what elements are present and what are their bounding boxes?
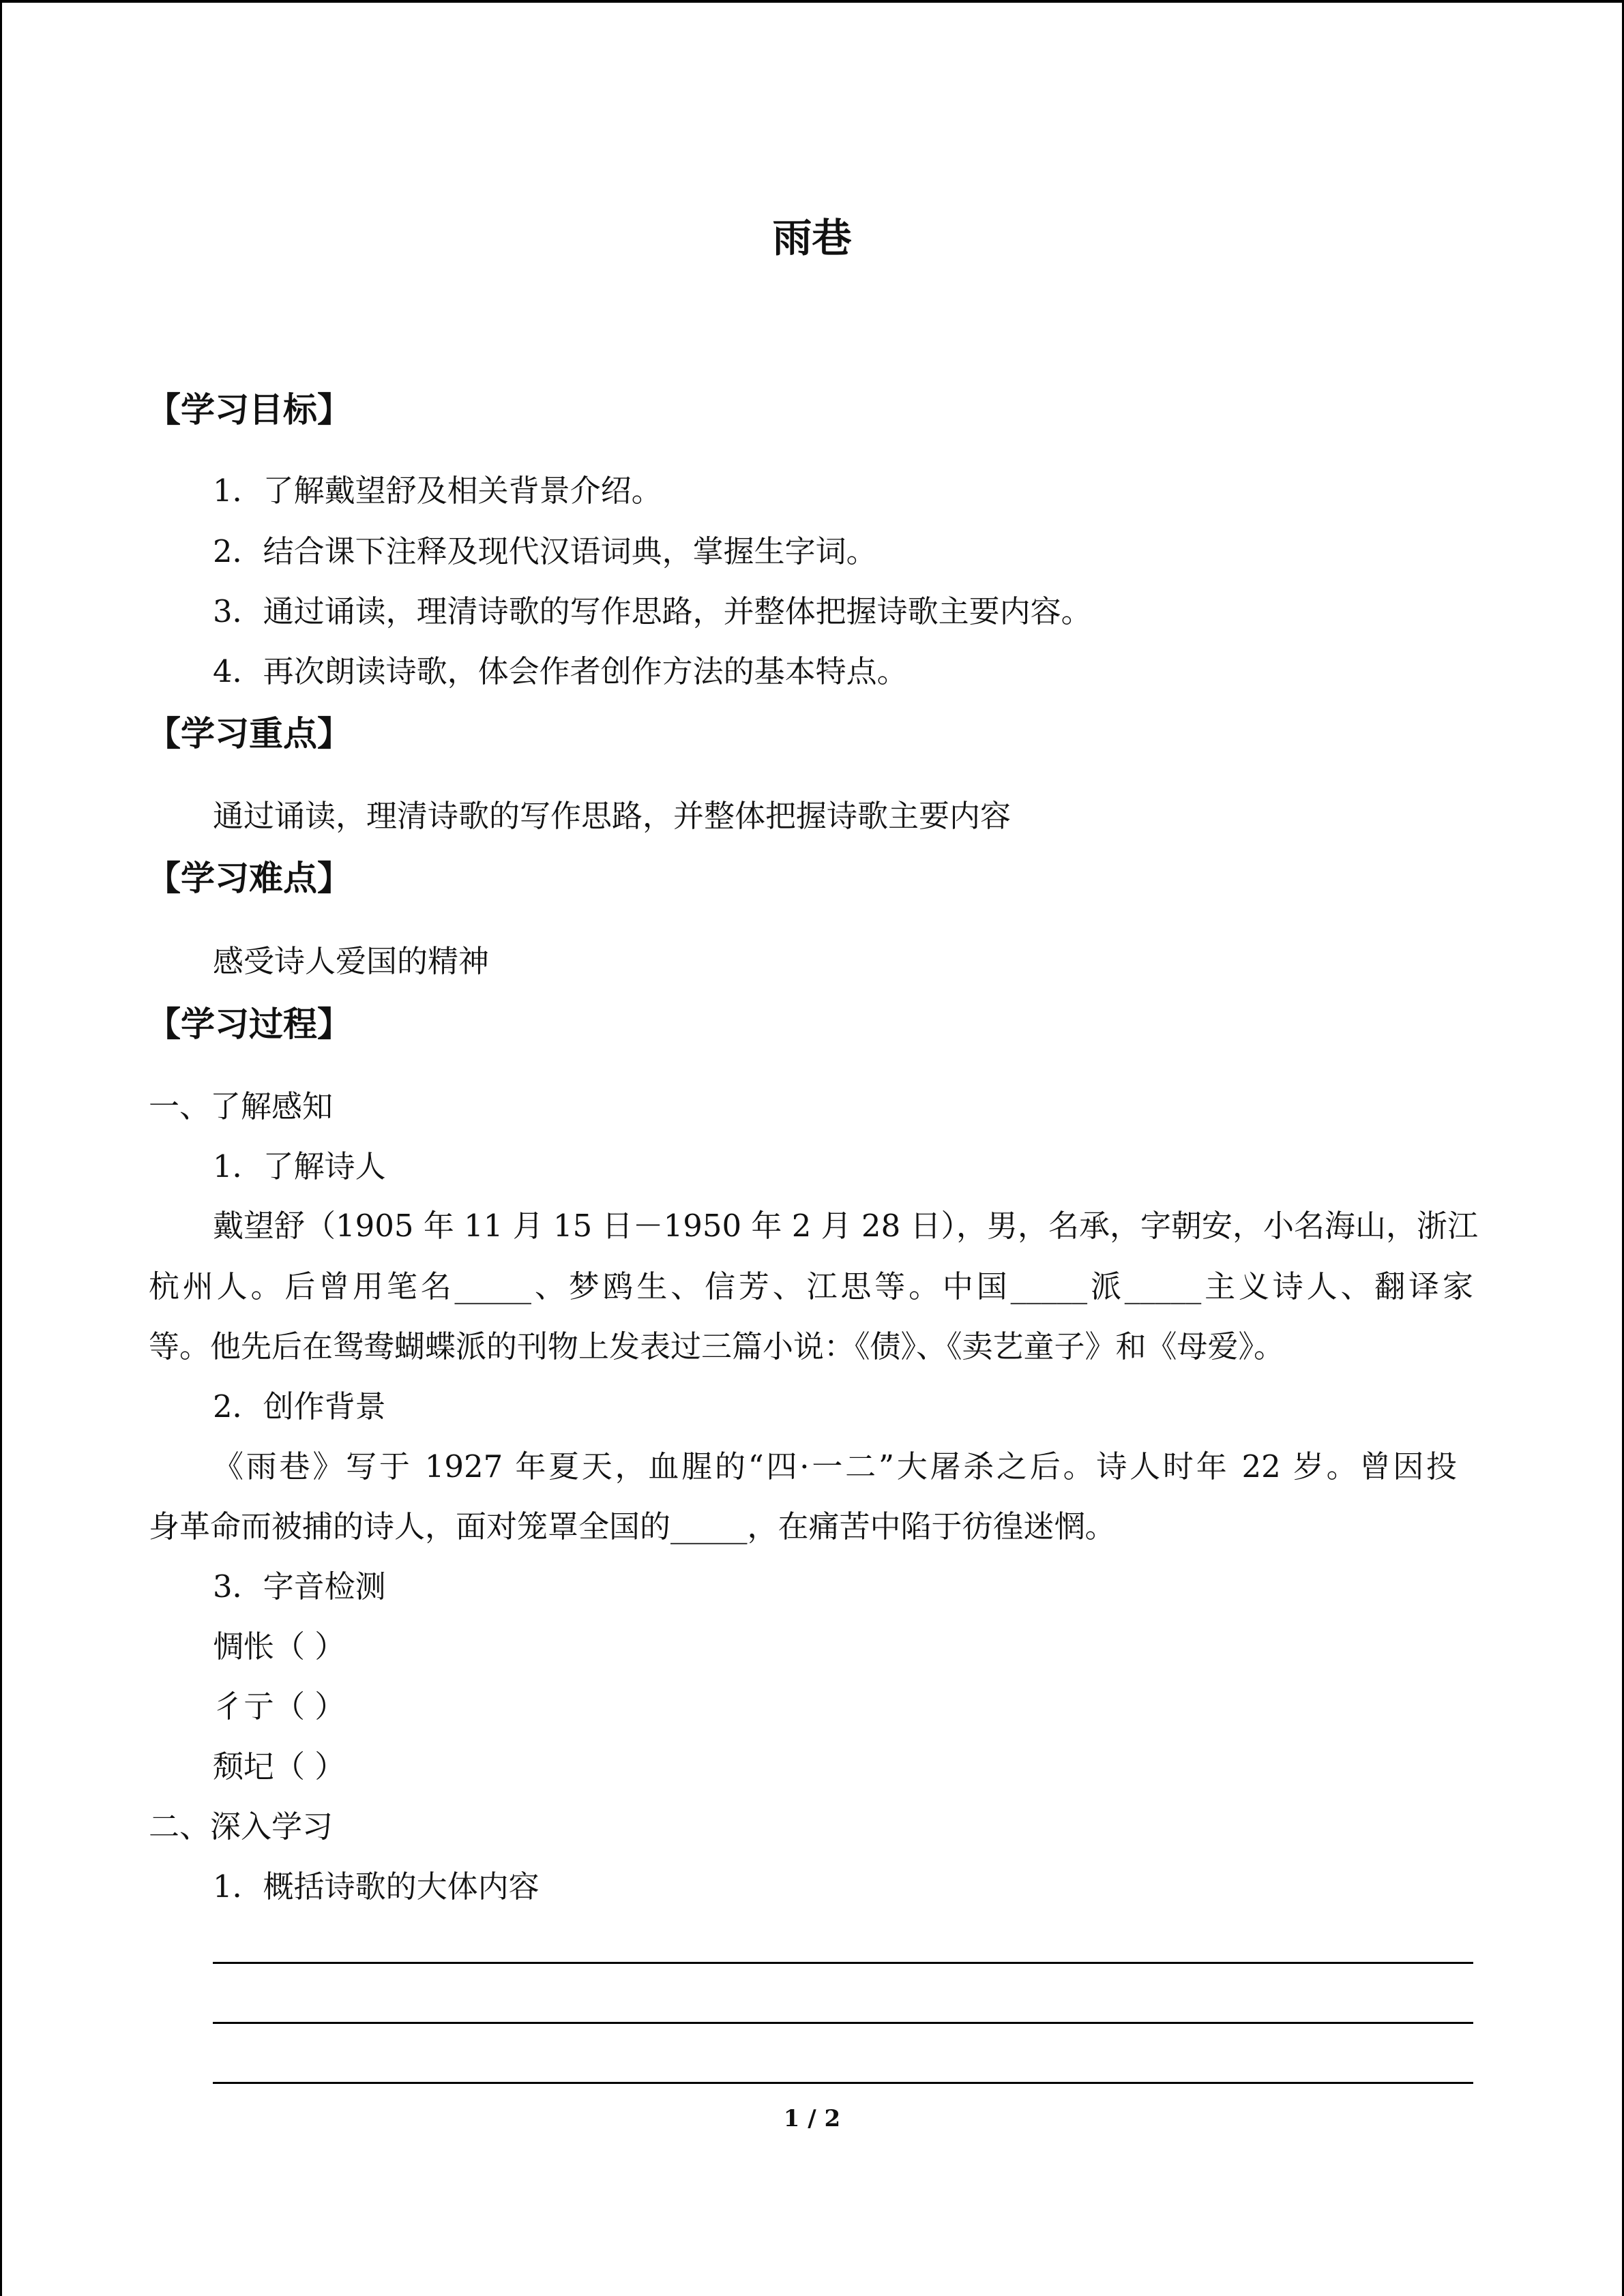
answer-line-3[interactable] xyxy=(213,2082,1473,2084)
heading-process: 【学习过程】 xyxy=(147,1004,351,1044)
pronunciation-item-1: 惆怅（ ） xyxy=(213,1628,346,1665)
poet-intro-line-1: 戴望舒（1905 年 11 月 15 日－1950 年 2 月 28 日），男，名承，字朝安，小名海山，浙江 xyxy=(213,1208,1478,1244)
part2-sub1-title: 1．概括诗歌的大体内容 xyxy=(213,1868,540,1905)
difficulties-text: 感受诗人爱国的精神 xyxy=(213,943,490,979)
poet-intro-line-3: 等。他先后在鸳鸯蝴蝶派的刊物上发表过三篇小说：《债》、《卖艺童子》和《母爱》。 xyxy=(149,1328,1285,1365)
heading-objectives: 【学习目标】 xyxy=(147,390,351,430)
page-number: 1 / 2 xyxy=(783,2105,841,2132)
part1-sub1-title: 1．了解诗人 xyxy=(213,1148,386,1184)
answer-line-1[interactable] xyxy=(213,1962,1473,1964)
pronunciation-item-2: 彳亍（ ） xyxy=(213,1688,346,1725)
page-border-top xyxy=(0,0,1624,3)
part2-title: 二、深入学习 xyxy=(149,1808,334,1845)
part1-sub3-title: 3．字音检测 xyxy=(213,1568,386,1605)
objective-item-1: 1．了解戴望舒及相关背景介绍。 xyxy=(213,473,662,509)
objective-item-3: 3．通过诵读，理清诗歌的写作思路，并整体把握诗歌主要内容。 xyxy=(213,593,1092,629)
heading-key-points: 【学习重点】 xyxy=(147,714,351,754)
heading-difficulties: 【学习难点】 xyxy=(147,859,351,898)
background-line-1: 《雨巷》写于 1927 年夏天，血腥的“四·一二”大屠杀之后。诗人时年 22 岁。曾因投 xyxy=(213,1448,1457,1485)
objective-item-2: 2．结合课下注释及现代汉语词典，掌握生字词。 xyxy=(213,533,877,569)
background-line-2: 身革命而被捕的诗人，面对笼罩全国的_____，在痛苦中陷于彷徨迷惘。 xyxy=(149,1508,1116,1545)
pronunciation-item-3: 颓圮（ ） xyxy=(213,1748,346,1785)
answer-line-2[interactable] xyxy=(213,2022,1473,2024)
part1-title: 一、了解感知 xyxy=(149,1088,334,1124)
page-title: 雨巷 xyxy=(772,215,852,261)
objective-item-4: 4．再次朗读诗歌，体会作者创作方法的基本特点。 xyxy=(213,653,908,689)
key-points-text: 通过诵读，理清诗歌的写作思路，并整体把握诗歌主要内容 xyxy=(213,798,1012,834)
part1-sub2-title: 2．创作背景 xyxy=(213,1388,386,1425)
poet-intro-line-2: 杭州人。后曾用笔名_____、梦鸥生、信芳、江思等。中国_____派_____主义诗人、翻译家 xyxy=(149,1268,1473,1304)
page-border-left xyxy=(0,0,2,2296)
